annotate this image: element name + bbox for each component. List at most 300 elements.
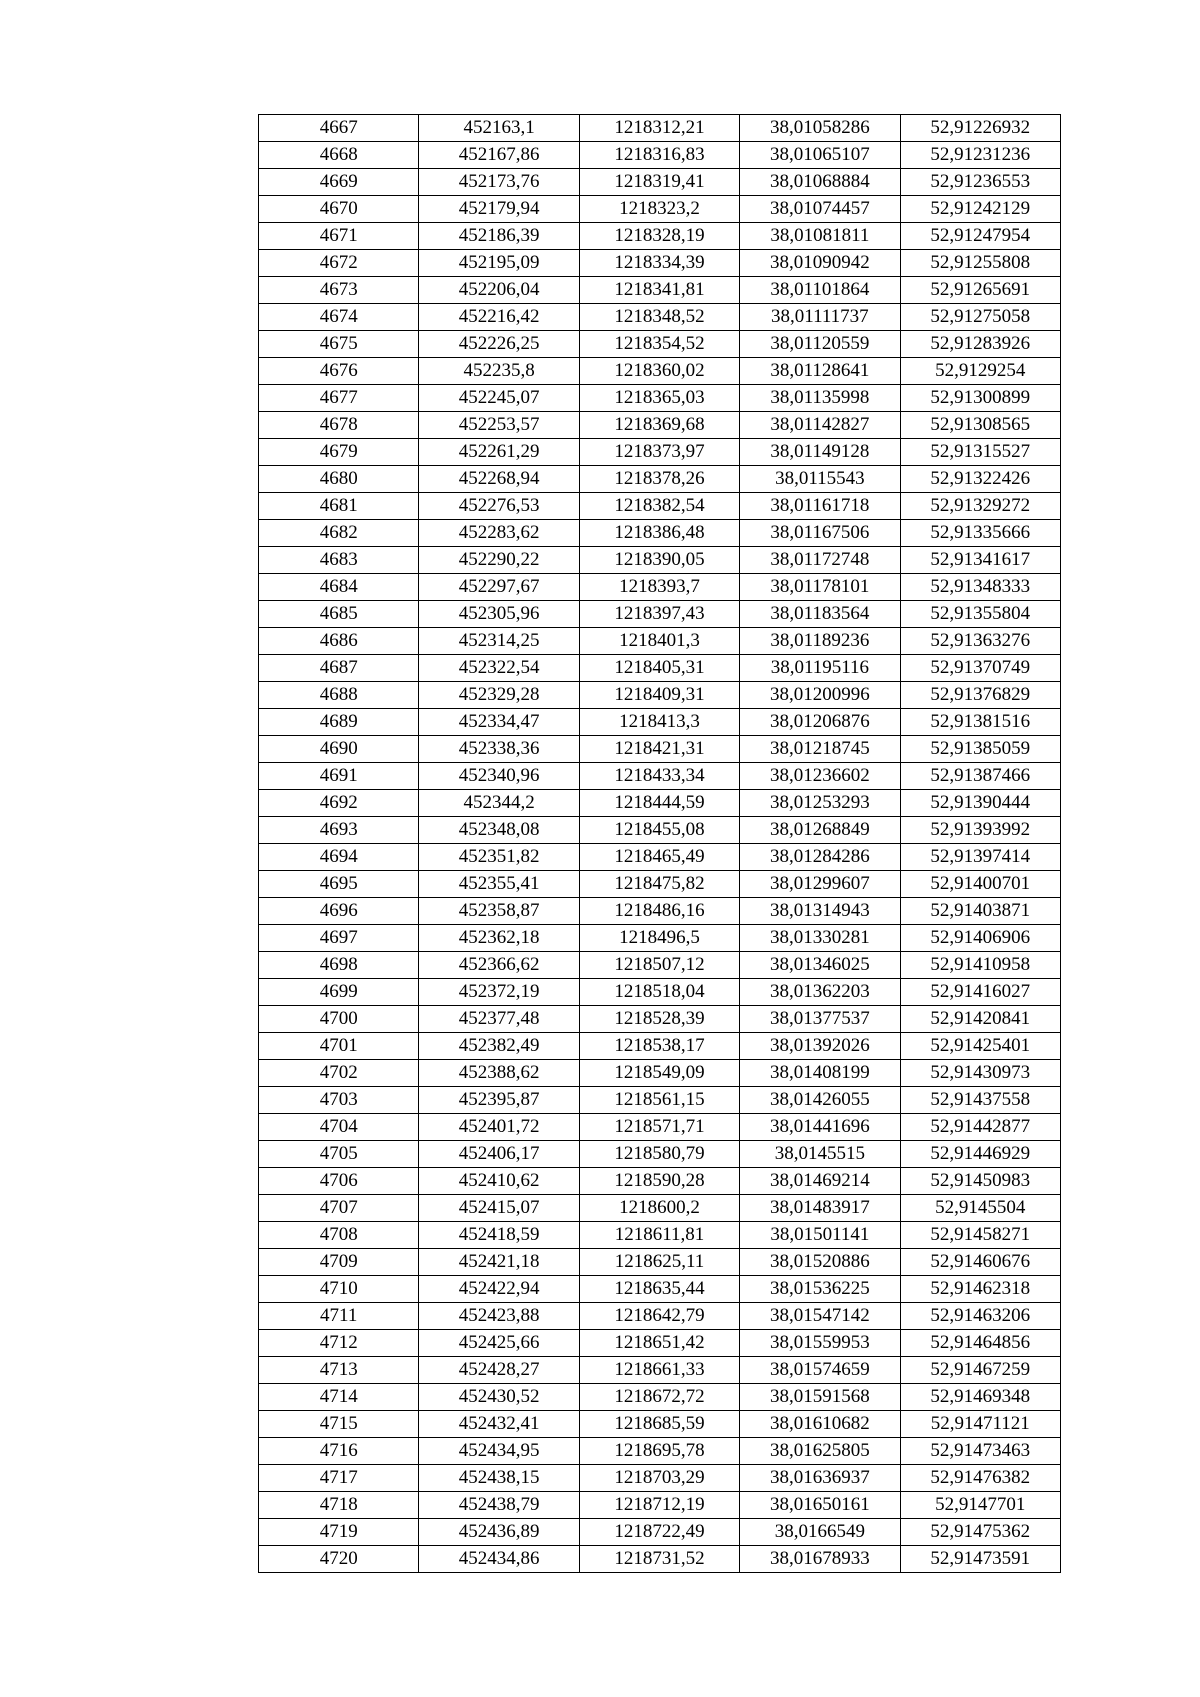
point-number-cell: 4713 [259,1357,419,1384]
latitude-cell: 52,91390444 [900,790,1060,817]
latitude-cell: 52,91341617 [900,547,1060,574]
table-row [259,871,1061,898]
table-row [259,250,1061,277]
point-number-cell: 4700 [259,1006,419,1033]
table-row [259,412,1061,439]
table-row [259,736,1061,763]
point-number-cell: 4691 [259,763,419,790]
latitude-cell: 52,91469348 [900,1384,1060,1411]
latitude-cell: 52,9147701 [900,1492,1060,1519]
x-coordinate-cell: 452410,62 [419,1168,579,1195]
table-row [259,1411,1061,1438]
y-coordinate-cell: 1218475,82 [579,871,739,898]
latitude-cell: 52,91329272 [900,493,1060,520]
y-coordinate-cell: 1218382,54 [579,493,739,520]
y-coordinate-cell: 1218465,49 [579,844,739,871]
x-coordinate-cell: 452406,17 [419,1141,579,1168]
longitude-cell: 38,01392026 [740,1033,900,1060]
longitude-cell: 38,01650161 [740,1492,900,1519]
longitude-cell: 38,01218745 [740,736,900,763]
longitude-cell: 38,01183564 [740,601,900,628]
longitude-cell: 38,01236602 [740,763,900,790]
latitude-cell: 52,91475362 [900,1519,1060,1546]
y-coordinate-cell: 1218409,31 [579,682,739,709]
point-number-cell: 4687 [259,655,419,682]
x-coordinate-cell: 452372,19 [419,979,579,1006]
table-row [259,1303,1061,1330]
latitude-cell: 52,91381516 [900,709,1060,736]
y-coordinate-cell: 1218538,17 [579,1033,739,1060]
longitude-cell: 38,01120559 [740,331,900,358]
point-number-cell: 4698 [259,952,419,979]
table-row [259,601,1061,628]
latitude-cell: 52,91283926 [900,331,1060,358]
longitude-cell: 38,01441696 [740,1114,900,1141]
table-row [259,1384,1061,1411]
table-row [259,358,1061,385]
longitude-cell: 38,01483917 [740,1195,900,1222]
y-coordinate-cell: 1218651,42 [579,1330,739,1357]
y-coordinate-cell: 1218397,43 [579,601,739,628]
longitude-cell: 38,01081811 [740,223,900,250]
table-row [259,169,1061,196]
point-number-cell: 4720 [259,1546,419,1573]
table-row [259,628,1061,655]
latitude-cell: 52,91462318 [900,1276,1060,1303]
y-coordinate-cell: 1218486,16 [579,898,739,925]
latitude-cell: 52,91416027 [900,979,1060,1006]
longitude-cell: 38,01520886 [740,1249,900,1276]
x-coordinate-cell: 452276,53 [419,493,579,520]
longitude-cell: 38,01195116 [740,655,900,682]
longitude-cell: 38,01610682 [740,1411,900,1438]
y-coordinate-cell: 1218600,2 [579,1195,739,1222]
y-coordinate-cell: 1218393,7 [579,574,739,601]
y-coordinate-cell: 1218365,03 [579,385,739,412]
point-number-cell: 4689 [259,709,419,736]
latitude-cell: 52,91387466 [900,763,1060,790]
table-row [259,1060,1061,1087]
x-coordinate-cell: 452418,59 [419,1222,579,1249]
longitude-cell: 38,01068884 [740,169,900,196]
latitude-cell: 52,91403871 [900,898,1060,925]
x-coordinate-cell: 452362,18 [419,925,579,952]
longitude-cell: 38,01161718 [740,493,900,520]
latitude-cell: 52,91393992 [900,817,1060,844]
table-row [259,1546,1061,1573]
x-coordinate-cell: 452329,28 [419,682,579,709]
longitude-cell: 38,01149128 [740,439,900,466]
table-row [259,1141,1061,1168]
point-number-cell: 4717 [259,1465,419,1492]
point-number-cell: 4674 [259,304,419,331]
longitude-cell: 38,01284286 [740,844,900,871]
y-coordinate-cell: 1218712,19 [579,1492,739,1519]
longitude-cell: 38,01111737 [740,304,900,331]
latitude-cell: 52,91247954 [900,223,1060,250]
y-coordinate-cell: 1218378,26 [579,466,739,493]
y-coordinate-cell: 1218661,33 [579,1357,739,1384]
table-row [259,304,1061,331]
longitude-cell: 38,01469214 [740,1168,900,1195]
x-coordinate-cell: 452226,25 [419,331,579,358]
point-number-cell: 4714 [259,1384,419,1411]
table-row [259,1519,1061,1546]
latitude-cell: 52,91464856 [900,1330,1060,1357]
y-coordinate-cell: 1218625,11 [579,1249,739,1276]
latitude-cell: 52,91458271 [900,1222,1060,1249]
x-coordinate-cell: 452438,15 [419,1465,579,1492]
table-row [259,466,1061,493]
table-row [259,1033,1061,1060]
table-row [259,385,1061,412]
latitude-cell: 52,91376829 [900,682,1060,709]
y-coordinate-cell: 1218580,79 [579,1141,739,1168]
latitude-cell: 52,91275058 [900,304,1060,331]
table-row [259,925,1061,952]
longitude-cell: 38,01065107 [740,142,900,169]
table-row [259,1087,1061,1114]
table-row [259,1465,1061,1492]
latitude-cell: 52,91473463 [900,1438,1060,1465]
table-row [259,817,1061,844]
x-coordinate-cell: 452235,8 [419,358,579,385]
y-coordinate-cell: 1218496,5 [579,925,739,952]
longitude-cell: 38,01547142 [740,1303,900,1330]
y-coordinate-cell: 1218323,2 [579,196,739,223]
point-number-cell: 4678 [259,412,419,439]
y-coordinate-cell: 1218405,31 [579,655,739,682]
x-coordinate-cell: 452423,88 [419,1303,579,1330]
point-number-cell: 4668 [259,142,419,169]
y-coordinate-cell: 1218695,78 [579,1438,739,1465]
table-row [259,1168,1061,1195]
x-coordinate-cell: 452322,54 [419,655,579,682]
longitude-cell: 38,01625805 [740,1438,900,1465]
y-coordinate-cell: 1218518,04 [579,979,739,1006]
y-coordinate-cell: 1218373,97 [579,439,739,466]
table-row [259,520,1061,547]
latitude-cell: 52,91308565 [900,412,1060,439]
point-number-cell: 4719 [259,1519,419,1546]
y-coordinate-cell: 1218635,44 [579,1276,739,1303]
x-coordinate-cell: 452377,48 [419,1006,579,1033]
point-number-cell: 4682 [259,520,419,547]
latitude-cell: 52,91355804 [900,601,1060,628]
table-row [259,1195,1061,1222]
point-number-cell: 4692 [259,790,419,817]
point-number-cell: 4712 [259,1330,419,1357]
point-number-cell: 4694 [259,844,419,871]
longitude-cell: 38,01426055 [740,1087,900,1114]
table-row [259,331,1061,358]
point-number-cell: 4686 [259,628,419,655]
x-coordinate-cell: 452186,39 [419,223,579,250]
latitude-cell: 52,91463206 [900,1303,1060,1330]
longitude-cell: 38,01268849 [740,817,900,844]
y-coordinate-cell: 1218312,21 [579,115,739,142]
latitude-cell: 52,91437558 [900,1087,1060,1114]
y-coordinate-cell: 1218571,71 [579,1114,739,1141]
latitude-cell: 52,91410958 [900,952,1060,979]
x-coordinate-cell: 452245,07 [419,385,579,412]
y-coordinate-cell: 1218611,81 [579,1222,739,1249]
longitude-cell: 38,01101864 [740,277,900,304]
point-number-cell: 4704 [259,1114,419,1141]
point-number-cell: 4685 [259,601,419,628]
table-row [259,223,1061,250]
table-row [259,979,1061,1006]
y-coordinate-cell: 1218328,19 [579,223,739,250]
x-coordinate-cell: 452351,82 [419,844,579,871]
y-coordinate-cell: 1218334,39 [579,250,739,277]
point-number-cell: 4670 [259,196,419,223]
point-number-cell: 4716 [259,1438,419,1465]
y-coordinate-cell: 1218455,08 [579,817,739,844]
y-coordinate-cell: 1218685,59 [579,1411,739,1438]
latitude-cell: 52,91236553 [900,169,1060,196]
latitude-cell: 52,91430973 [900,1060,1060,1087]
x-coordinate-cell: 452430,52 [419,1384,579,1411]
y-coordinate-cell: 1218507,12 [579,952,739,979]
latitude-cell: 52,91315527 [900,439,1060,466]
point-number-cell: 4703 [259,1087,419,1114]
point-number-cell: 4711 [259,1303,419,1330]
longitude-cell: 38,01408199 [740,1060,900,1087]
y-coordinate-cell: 1218549,09 [579,1060,739,1087]
y-coordinate-cell: 1218444,59 [579,790,739,817]
x-coordinate-cell: 452438,79 [419,1492,579,1519]
point-number-cell: 4688 [259,682,419,709]
y-coordinate-cell: 1218590,28 [579,1168,739,1195]
longitude-cell: 38,01330281 [740,925,900,952]
latitude-cell: 52,91335666 [900,520,1060,547]
point-number-cell: 4680 [259,466,419,493]
x-coordinate-cell: 452422,94 [419,1276,579,1303]
x-coordinate-cell: 452253,57 [419,412,579,439]
longitude-cell: 38,01135998 [740,385,900,412]
y-coordinate-cell: 1218316,83 [579,142,739,169]
y-coordinate-cell: 1218528,39 [579,1006,739,1033]
table-row [259,1330,1061,1357]
table-row [259,709,1061,736]
x-coordinate-cell: 452421,18 [419,1249,579,1276]
longitude-cell: 38,0115543 [740,466,900,493]
latitude-cell: 52,9145504 [900,1195,1060,1222]
latitude-cell: 52,91471121 [900,1411,1060,1438]
latitude-cell: 52,91363276 [900,628,1060,655]
point-number-cell: 4709 [259,1249,419,1276]
latitude-cell: 52,91322426 [900,466,1060,493]
x-coordinate-cell: 452395,87 [419,1087,579,1114]
x-coordinate-cell: 452348,08 [419,817,579,844]
point-number-cell: 4706 [259,1168,419,1195]
x-coordinate-cell: 452388,62 [419,1060,579,1087]
point-number-cell: 4707 [259,1195,419,1222]
latitude-cell: 52,91231236 [900,142,1060,169]
x-coordinate-cell: 452163,1 [419,115,579,142]
latitude-cell: 52,91242129 [900,196,1060,223]
x-coordinate-cell: 452195,09 [419,250,579,277]
longitude-cell: 38,01678933 [740,1546,900,1573]
latitude-cell: 52,91446929 [900,1141,1060,1168]
latitude-cell: 52,91370749 [900,655,1060,682]
x-coordinate-cell: 452434,86 [419,1546,579,1573]
longitude-cell: 38,01536225 [740,1276,900,1303]
point-number-cell: 4676 [259,358,419,385]
point-number-cell: 4673 [259,277,419,304]
x-coordinate-cell: 452338,36 [419,736,579,763]
y-coordinate-cell: 1218348,52 [579,304,739,331]
point-number-cell: 4718 [259,1492,419,1519]
latitude-cell: 52,91425401 [900,1033,1060,1060]
table-row [259,574,1061,601]
latitude-cell: 52,91265691 [900,277,1060,304]
y-coordinate-cell: 1218369,68 [579,412,739,439]
point-number-cell: 4701 [259,1033,419,1060]
table-row [259,1492,1061,1519]
x-coordinate-cell: 452436,89 [419,1519,579,1546]
table-row [259,1006,1061,1033]
point-number-cell: 4693 [259,817,419,844]
x-coordinate-cell: 452167,86 [419,142,579,169]
x-coordinate-cell: 452382,49 [419,1033,579,1060]
coordinates-table [258,114,1061,1573]
latitude-cell: 52,91226932 [900,115,1060,142]
latitude-cell: 52,91442877 [900,1114,1060,1141]
point-number-cell: 4681 [259,493,419,520]
y-coordinate-cell: 1218731,52 [579,1546,739,1573]
latitude-cell: 52,9129254 [900,358,1060,385]
longitude-cell: 38,01189236 [740,628,900,655]
table-row [259,682,1061,709]
point-number-cell: 4672 [259,250,419,277]
longitude-cell: 38,01178101 [740,574,900,601]
x-coordinate-cell: 452179,94 [419,196,579,223]
table-row [259,844,1061,871]
table-row [259,142,1061,169]
y-coordinate-cell: 1218642,79 [579,1303,739,1330]
table-row [259,1114,1061,1141]
latitude-cell: 52,91397414 [900,844,1060,871]
longitude-cell: 38,01501141 [740,1222,900,1249]
longitude-cell: 38,01206876 [740,709,900,736]
longitude-cell: 38,01074457 [740,196,900,223]
x-coordinate-cell: 452290,22 [419,547,579,574]
longitude-cell: 38,01314943 [740,898,900,925]
table-row [259,1276,1061,1303]
table-row [259,1357,1061,1384]
point-number-cell: 4683 [259,547,419,574]
longitude-cell: 38,01346025 [740,952,900,979]
x-coordinate-cell: 452366,62 [419,952,579,979]
longitude-cell: 38,01172748 [740,547,900,574]
latitude-cell: 52,91255808 [900,250,1060,277]
table-row [259,763,1061,790]
x-coordinate-cell: 452334,47 [419,709,579,736]
point-number-cell: 4675 [259,331,419,358]
x-coordinate-cell: 452415,07 [419,1195,579,1222]
point-number-cell: 4679 [259,439,419,466]
longitude-cell: 38,01377537 [740,1006,900,1033]
x-coordinate-cell: 452434,95 [419,1438,579,1465]
point-number-cell: 4715 [259,1411,419,1438]
point-number-cell: 4684 [259,574,419,601]
longitude-cell: 38,0145515 [740,1141,900,1168]
longitude-cell: 38,01574659 [740,1357,900,1384]
longitude-cell: 38,01128641 [740,358,900,385]
y-coordinate-cell: 1218672,72 [579,1384,739,1411]
table-row [259,547,1061,574]
point-number-cell: 4667 [259,115,419,142]
point-number-cell: 4705 [259,1141,419,1168]
point-number-cell: 4697 [259,925,419,952]
x-coordinate-cell: 452428,27 [419,1357,579,1384]
y-coordinate-cell: 1218413,3 [579,709,739,736]
y-coordinate-cell: 1218722,49 [579,1519,739,1546]
y-coordinate-cell: 1218341,81 [579,277,739,304]
table-row [259,790,1061,817]
x-coordinate-cell: 452314,25 [419,628,579,655]
x-coordinate-cell: 452268,94 [419,466,579,493]
x-coordinate-cell: 452401,72 [419,1114,579,1141]
point-number-cell: 4671 [259,223,419,250]
x-coordinate-cell: 452344,2 [419,790,579,817]
table-row [259,1438,1061,1465]
point-number-cell: 4702 [259,1060,419,1087]
y-coordinate-cell: 1218421,31 [579,736,739,763]
table-row [259,1222,1061,1249]
y-coordinate-cell: 1218319,41 [579,169,739,196]
point-number-cell: 4696 [259,898,419,925]
latitude-cell: 52,91476382 [900,1465,1060,1492]
latitude-cell: 52,91467259 [900,1357,1060,1384]
y-coordinate-cell: 1218561,15 [579,1087,739,1114]
y-coordinate-cell: 1218401,3 [579,628,739,655]
y-coordinate-cell: 1218390,05 [579,547,739,574]
latitude-cell: 52,91406906 [900,925,1060,952]
point-number-cell: 4695 [259,871,419,898]
longitude-cell: 38,01167506 [740,520,900,547]
x-coordinate-cell: 452305,96 [419,601,579,628]
x-coordinate-cell: 452358,87 [419,898,579,925]
table-row [259,277,1061,304]
point-number-cell: 4677 [259,385,419,412]
longitude-cell: 38,01362203 [740,979,900,1006]
table-row [259,655,1061,682]
latitude-cell: 52,91300899 [900,385,1060,412]
table-row [259,196,1061,223]
latitude-cell: 52,91450983 [900,1168,1060,1195]
x-coordinate-cell: 452283,62 [419,520,579,547]
point-number-cell: 4710 [259,1276,419,1303]
latitude-cell: 52,91420841 [900,1006,1060,1033]
x-coordinate-cell: 452340,96 [419,763,579,790]
longitude-cell: 38,01142827 [740,412,900,439]
y-coordinate-cell: 1218703,29 [579,1465,739,1492]
x-coordinate-cell: 452206,04 [419,277,579,304]
coordinates-table-body [259,115,1061,1573]
longitude-cell: 38,01200996 [740,682,900,709]
y-coordinate-cell: 1218360,02 [579,358,739,385]
y-coordinate-cell: 1218433,34 [579,763,739,790]
longitude-cell: 38,0166549 [740,1519,900,1546]
point-number-cell: 4708 [259,1222,419,1249]
longitude-cell: 38,01058286 [740,115,900,142]
longitude-cell: 38,01636937 [740,1465,900,1492]
x-coordinate-cell: 452355,41 [419,871,579,898]
x-coordinate-cell: 452297,67 [419,574,579,601]
